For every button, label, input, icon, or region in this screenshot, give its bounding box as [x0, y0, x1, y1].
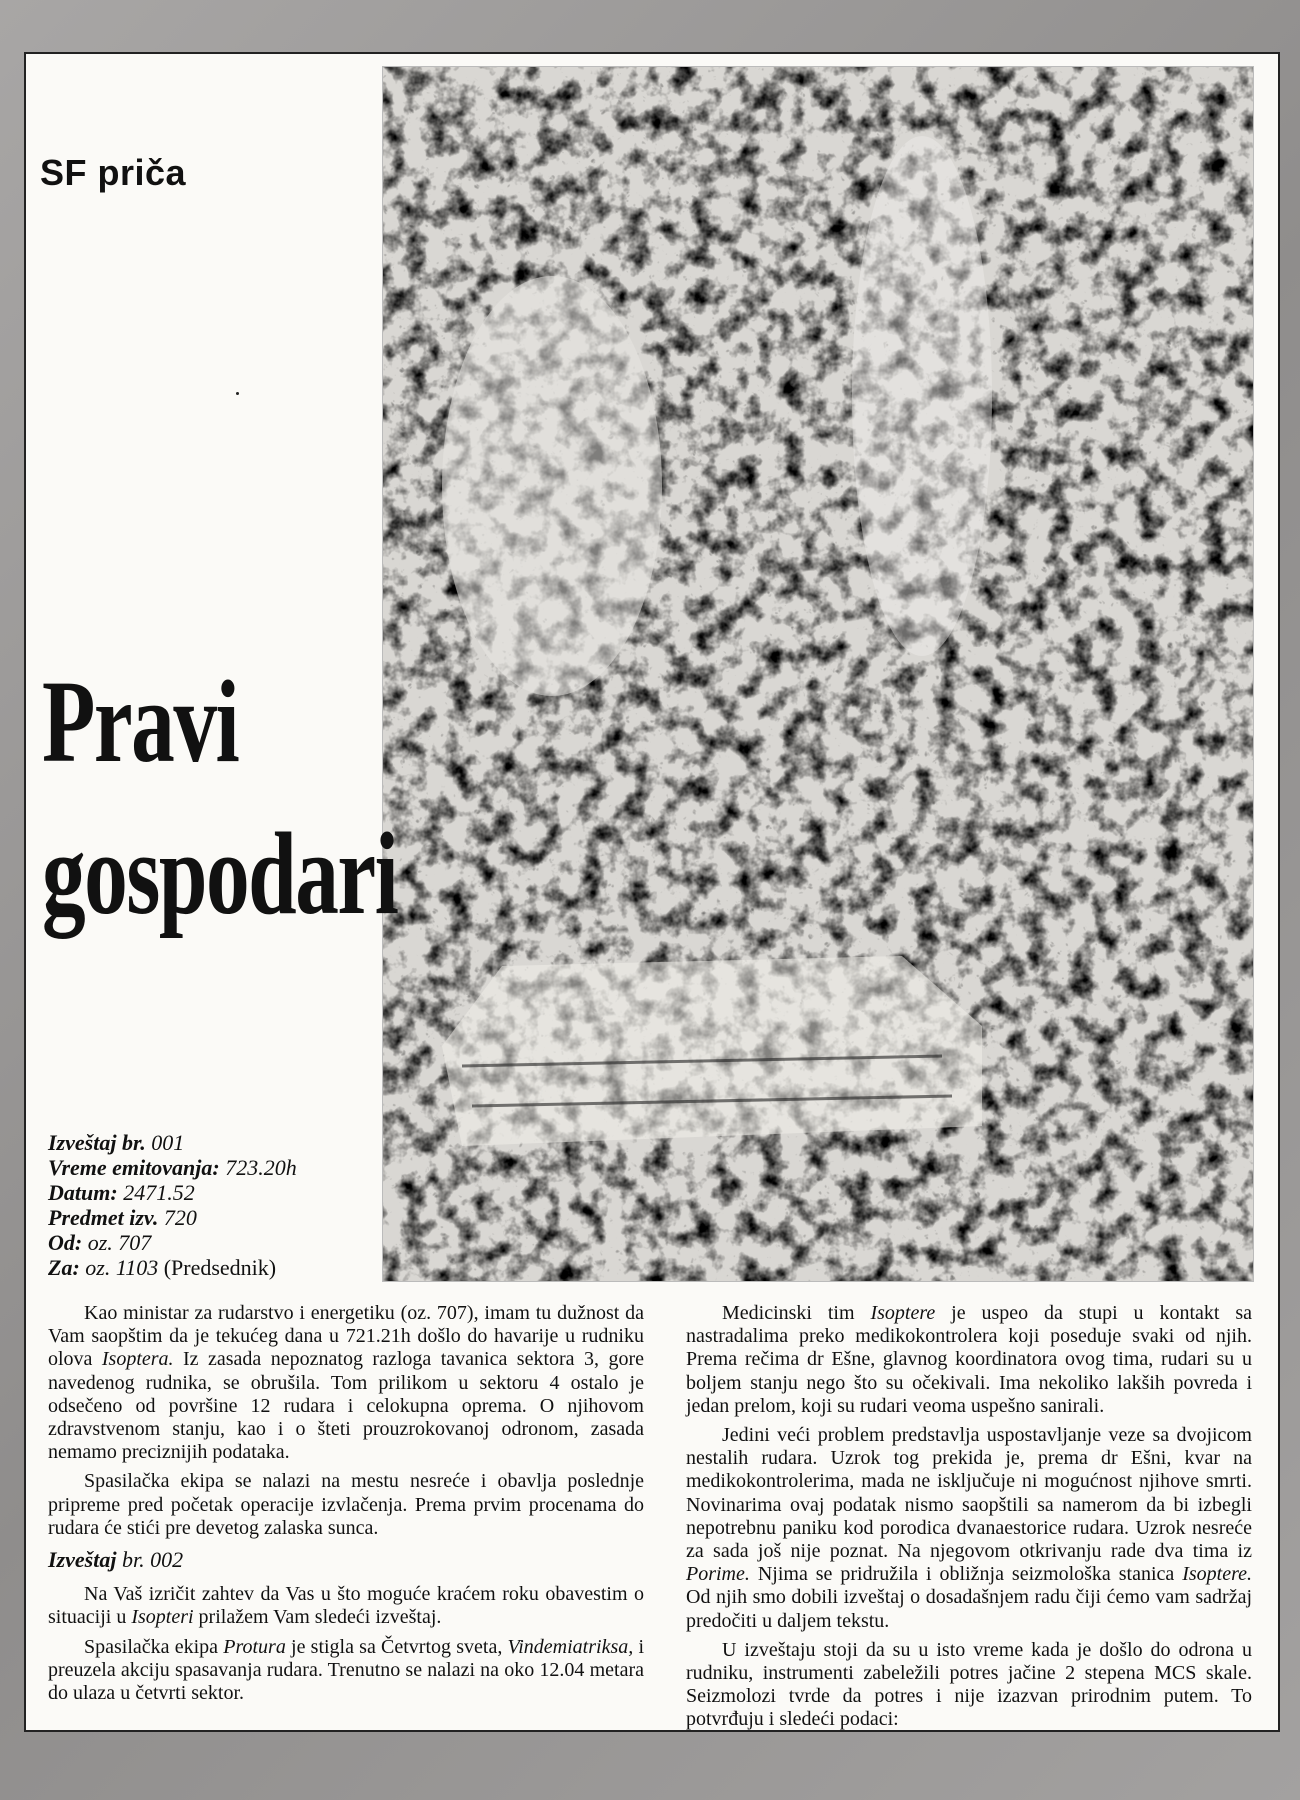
ink-speck: [236, 392, 239, 395]
paragraph: Medicinski tim Isoptere je uspeo da stupi u kontakt sa nastradalima preko medikokontrolera koji poseduje svaki od njih. Prema rečima dr Ešne, glavnog koordinatora ovog tima, rudari su u boljem stanju nego što su očekivali. Ima nekoliko lakših povreda i jedan prelom, koji su rudari veoma uspešno sanirali.: [686, 1302, 1252, 1417]
illustration-drawing: [382, 66, 1254, 1282]
story-illustration: [382, 66, 1254, 1282]
paragraph: Kao ministar za rudarstvo i energetiku (oz. 707), imam tu dužnost da Vam saopštim da je tekućeg dana u 721.21h došlo do havarije u rudniku olova Isoptera. Iz zasada nepoznatog razloga tavanica sektora 3, gore navedenog rudnika, se obrušila. Tom prilikom u sektoru 4 ostalo je odsečeno od površine 12 rudara i celokupna oprema. O njihovom zdravstvenom stanju, kao i o šteti prouzrokovanoj odronom, zasada nemamo preciznijih podataka.: [48, 1302, 644, 1464]
meta-row: Za: oz. 1103 (Predsednik): [48, 1255, 277, 1280]
right-column: [686, 1302, 1252, 1732]
article-page: [24, 52, 1280, 1732]
meta-row: Datum: 2471.52: [48, 1180, 195, 1205]
article-headline: [42, 646, 397, 950]
meta-row: Predmet izv. 720: [48, 1205, 197, 1230]
meta-row: Od: oz. 707: [48, 1230, 152, 1255]
left-column: [48, 1302, 644, 1711]
headline-line-1: Pravi: [42, 656, 239, 787]
paragraph: Spasilačka ekipa Protura je stigla sa Četvrtog sveta, Vindemiatriksa, i preuzela akciju spasavanja rudara. Trenutno se nalazi na oko 12.04 metara do ulaza u četvrti sektor.: [48, 1635, 644, 1705]
report-subheading: Izveštaj br. 002: [48, 1547, 184, 1573]
paragraph: Spasilačka ekipa se nalazi na mestu nesreće i obavlja poslednje pripreme pred početak operacije izvlačenja. Prema prvim procenama do rudara će stići pre devetog zalaska sunca.: [48, 1470, 644, 1539]
meta-row: Izveštaj br. 001: [48, 1130, 185, 1155]
paragraph: Na Vaš izričit zahtev da Vas u što moguće kraćem roku obavestim o situaciji u Isopteri prilažem Vam sledeći izveštaj.: [48, 1583, 644, 1629]
report-meta: [48, 1130, 297, 1280]
paragraph: Jedini veći problem predstavlja uspostavljanje veze sa dvojicom nestalih rudara. Uzrok tog prekida je, prema dr Ešni, kvar na medikokontrolerima, mada ne isključuje ni mogućnost njihove smrti. Novinarima ovaj podatak nismo saopštili sa namerom da bi izbegli nepotrebnu paniku kod porodica dvanaestorice rudara. Uzrok nesreće za sada još nije poznat. Na njegovom otkrivanju rade dva tima iz Porime. Njima se pridružila i obližnja seizmološka stanica Isoptere. Od njih smo dobili izveštaj o dosadašnjem radu čiji ćemo vam sadržaj predočiti u daljem tekstu.: [686, 1424, 1252, 1632]
meta-row: Vreme emitovanja: 723.20h: [48, 1155, 297, 1180]
section-label: SF priča: [40, 152, 187, 193]
headline-line-2: gospodari: [42, 808, 398, 939]
paragraph: U izveštaju stoji da su u isto vreme kada je došlo do odrona u rudniku, instrumenti zabeležili potres jačine 2 stepena MCS skale. Seizmolozi tvrde da potres i nije izazvan prirodnim putem. To potvrđuju i sledeći podaci:: [686, 1638, 1252, 1731]
